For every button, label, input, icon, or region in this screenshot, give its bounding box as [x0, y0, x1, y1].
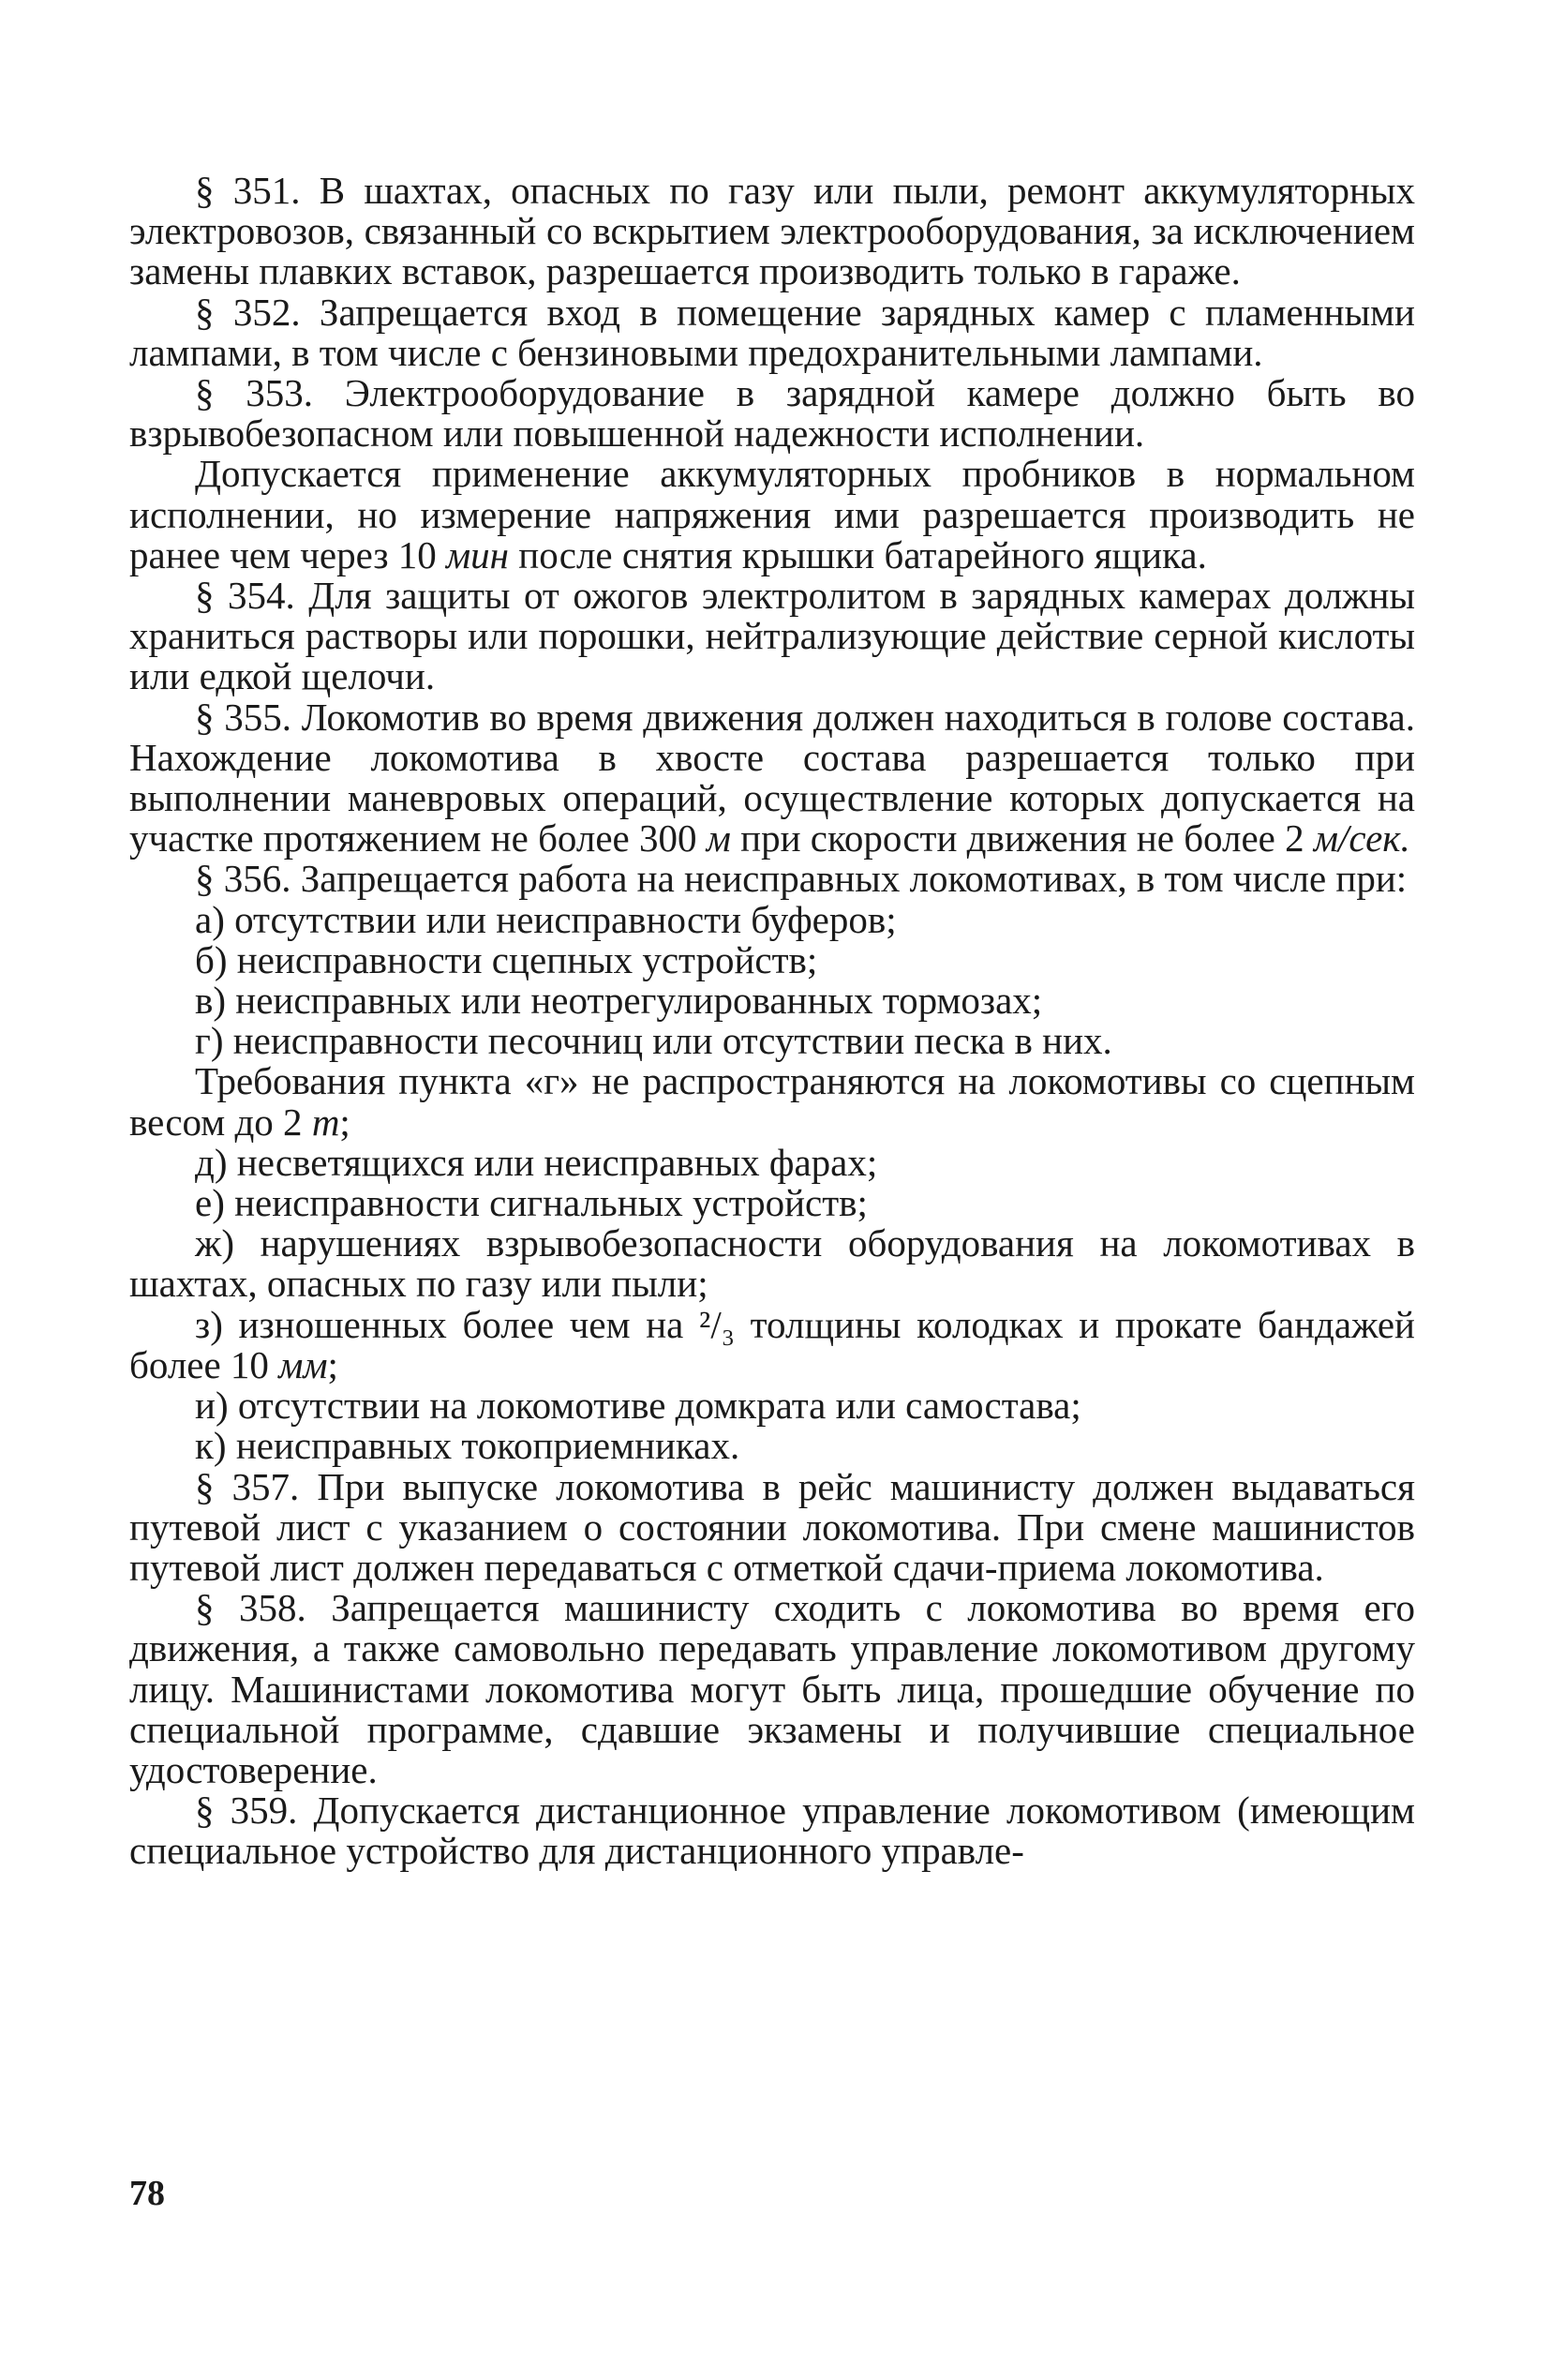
paragraph-354: § 354. Для защиты от ожогов электролитом в зарядных камерах должны храниться растворы или порошки, нейтрализующие действие серной кислоты или едкой щелочи.	[129, 574, 1415, 698]
unit-minutes: мин	[446, 532, 510, 576]
unit-millimeters: мм	[278, 1342, 328, 1386]
text-run: при скорости движения не более 2	[730, 816, 1314, 861]
list-item-z	[129, 1302, 1415, 1386]
list-item-k: к) неисправных токоприемниках.	[195, 1424, 740, 1468]
paragraph-356: § 356. Запрещается работа на неисправных локомотивах, в том числе при:	[195, 857, 1408, 901]
text-run: ;	[339, 1100, 350, 1144]
list-item-e: е) неисправности сигнальных устройств;	[195, 1181, 868, 1225]
unit-meters: м	[706, 816, 731, 861]
paragraph-358: § 358. Запрещается машинисту сходить с локомотива во время его движения, а также самовольно передавать управление локомотивом другому лицу. Машинистами локомотива могут быть лица, прошедшие обучение по специальной программе, сдавшие экзамены и получившие специальное удостоверение.	[129, 1586, 1415, 1791]
page-number: 78	[129, 2174, 165, 2213]
text-run: Требования пункта «г» не распространяются на локомотивы со сцепным весом до 2	[129, 1059, 1415, 1144]
paragraph-item-g-note	[129, 1061, 1415, 1142]
list-item-v: в) неисправных или неотрегулированных тормозах;	[195, 979, 1043, 1023]
text-run: после снятия крышки батарейного ящика.	[509, 532, 1207, 576]
text-run: ;	[327, 1342, 338, 1386]
list-item-g: г) неисправности песочниц или отсутствии песка в них.	[195, 1019, 1112, 1063]
paragraph-355	[129, 697, 1415, 860]
list-item-d: д) несветящихся или неисправных фарах;	[195, 1140, 878, 1184]
text-run: Допускается применение аккумуляторных пробников в нормальном исполнении, но измерение напряжения ими разрешается производить не ранее чем через 10	[129, 452, 1415, 576]
paragraph-353: § 353. Электрооборудование в зарядной камере должно быть во взрывобезопасном или повышенной надежности исполнении.	[129, 371, 1415, 456]
text-run: § 355. Локомотив во время движения должен находиться в голове состава. Нахождение локомотива в хвосте состава разрешается только при выполнении маневровых операций, осуществление которых допускается на участке протяжением не более 300	[129, 695, 1415, 861]
text-run: з) изношенных более чем на ²/₃ толщины колодках и прокате бандажей более 10	[129, 1302, 1415, 1386]
paragraph-353-probes	[129, 454, 1415, 576]
paragraph-352: § 352. Запрещается вход в помещение зарядных камер с пламенными лампами, в том числе с бензиновыми предохранительными лампами.	[129, 290, 1415, 374]
paragraph-359: § 359. Допускается дистанционное управление локомотивом (имеющим специальное устройство для дистанционного управле-	[129, 1789, 1415, 1873]
list-item-zh: ж) нарушениях взрывобезопасности оборудования на локомотивах в шахтах, опасных по газу или пыли;	[129, 1221, 1415, 1306]
unit-speed: м/сек.	[1313, 816, 1410, 861]
list-item-a: а) отсутствии или неисправности буферов;	[195, 897, 897, 941]
paragraph-351: § 351. В шахтах, опасных по газу или пыли, ремонт аккумуляторных электровозов, связанный со вскрытием электрооборудования, за исключением замены плавких вставок, разрешается производить только в гараже.	[129, 169, 1415, 293]
list-item-b: б) неисправности сцепных устройств;	[195, 937, 818, 981]
page-body	[129, 171, 1415, 1872]
list-item-i: и) отсутствии на локомотиве домкрата или самостава;	[195, 1384, 1081, 1428]
unit-tons: т	[311, 1100, 340, 1144]
paragraph-357: § 357. При выпуске локомотива в рейс машинисту должен выдаваться путевой лист с указанием о состоянии локомотива. При смене машинистов путевой лист должен передаваться с отметкой сдачи-приема локомотива.	[129, 1464, 1415, 1589]
